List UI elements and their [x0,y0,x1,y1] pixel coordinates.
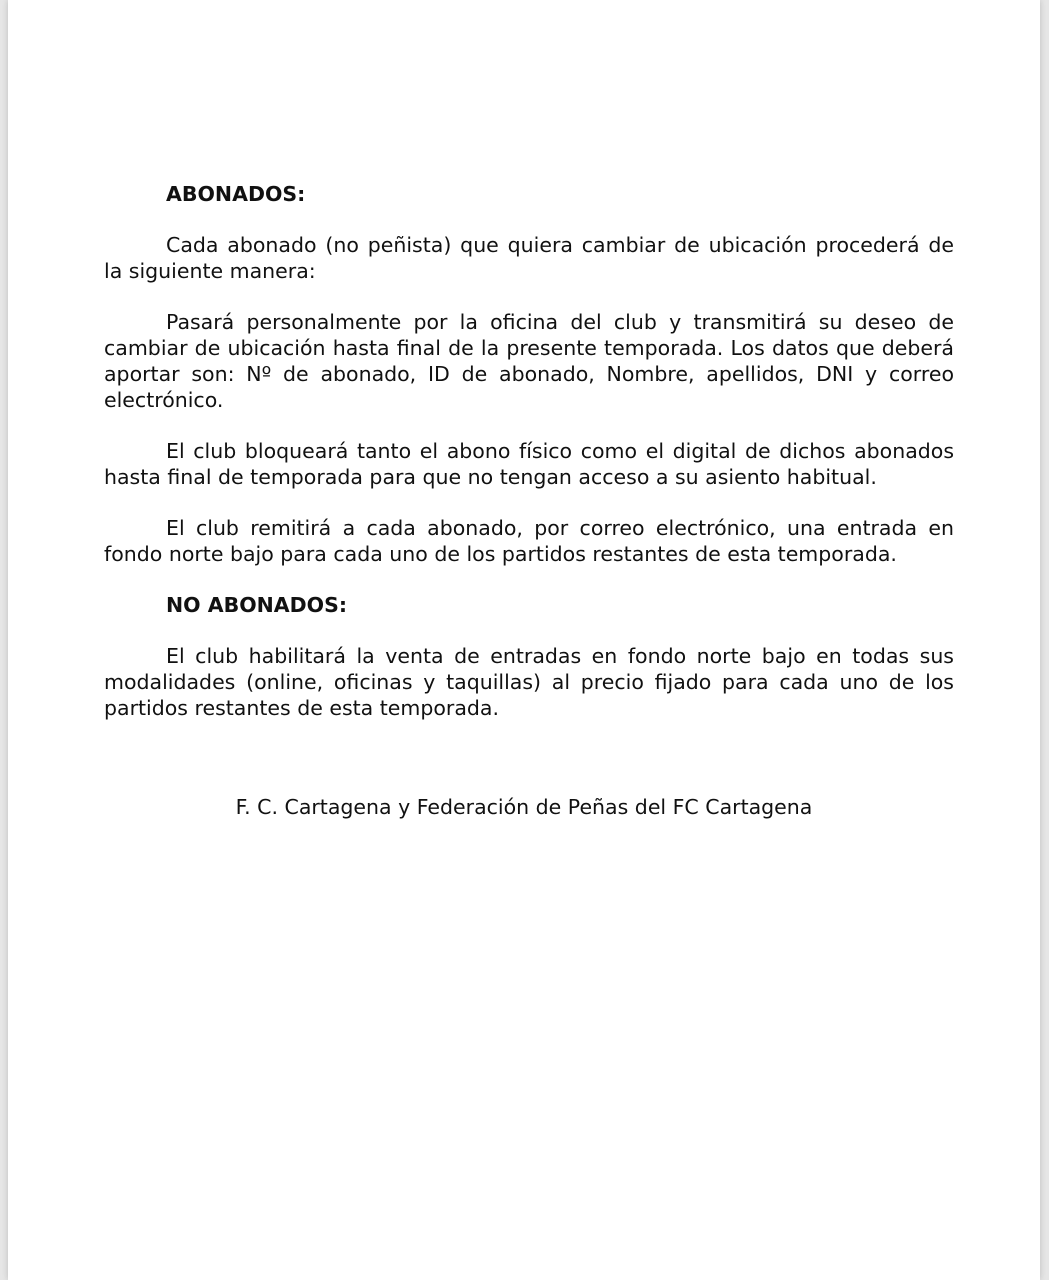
section-heading-no-abonados: NO ABONADOS: [166,593,348,617]
document-signature: F. C. Cartagena y Federación de Peñas del FC Cartagena [235,795,813,819]
paragraph-abonados-procedure: Pasará personalmente por la oficina del club y transmitirá su deseo de cambiar de ubicación hasta final de la presente temporada. Los datos que deberá aportar son: Nº de abonado, ID de abonado, Nombre, apellidos, DNI y correo electrónico. [104,310,954,412]
paragraph-abonados-intro: Cada abonado (no peñista) que quiera cambiar de ubicación procederá de la siguiente manera: [104,233,954,283]
section-heading-abonados: ABONADOS: [166,182,306,206]
paragraph-abonados-block: El club bloqueará tanto el abono físico como el digital de dichos abonados hasta final de temporada para que no tengan acceso a su asiento habitual. [104,439,954,489]
paragraph-abonados-ticket: El club remitirá a cada abonado, por correo electrónico, una entrada en fondo norte bajo para cada uno de los partidos restantes de esta temporada. [104,516,954,566]
document-page [8,0,1040,1280]
document-body [104,181,954,721]
paragraph-no-abonados-sale: El club habilitará la venta de entradas en fondo norte bajo en todas sus modalidades (online, oficinas y taquillas) al precio fijado para cada uno de los partidos restantes de esta temporada. [104,644,954,720]
